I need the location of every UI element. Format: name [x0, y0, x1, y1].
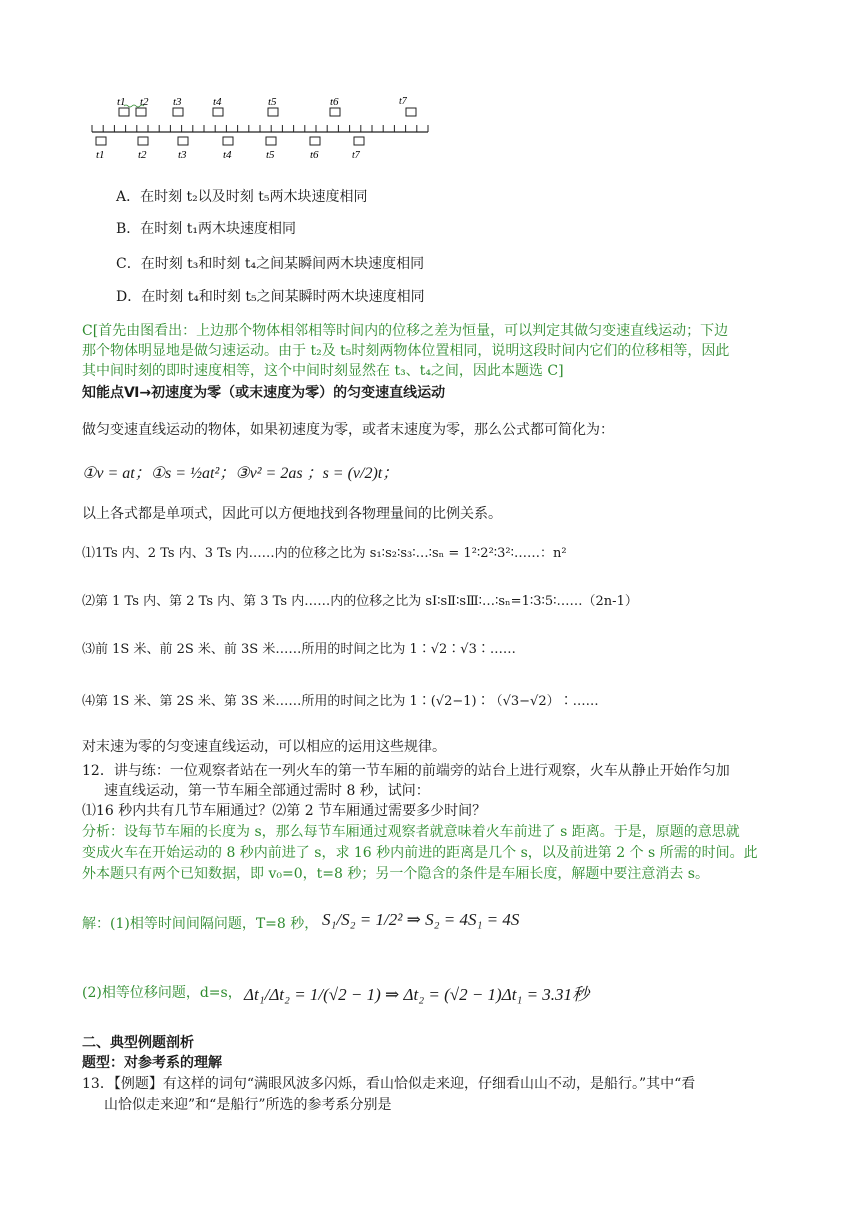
ratio-item-3: ⑶前 1S 米、前 2S 米、前 3S 米……所用的时间之比为 1∶√2∶√3∶…… — [82, 642, 516, 657]
section-2-heading: 二、典型例题剖析 — [82, 1035, 194, 1051]
top-label-t6: t6 — [330, 96, 339, 108]
q12-line-1: 12．讲与练：一位观察者站在一列火车的第一节车厢的前端旁的站台上进行观察，火车从静止开始作匀加 — [82, 763, 730, 779]
bottom-label-t3: t3 — [178, 149, 187, 161]
section-6-closing: 对末速为零的匀变速直线运动，可以相应的运用这些规律。 — [82, 739, 446, 755]
q13-line-1: 13．【例题】有这样的词句“满眼风波多闪烁，看山恰似走来迎，仔细看山山不动，是船行。”其中“看 — [82, 1076, 696, 1092]
top-label-t2: t2 — [140, 96, 149, 108]
section-6-note: 以上各式都是单项式，因此可以方便地找到各物理量间的比例关系。 — [82, 506, 502, 522]
bottom-block-2 — [138, 137, 148, 145]
top-block-6 — [330, 108, 340, 116]
bottom-label-t5: t5 — [266, 149, 275, 161]
q12-solution-2-formula: Δt₁/Δt₂ = 1/(√2 − 1) ⇒ Δt₂ = (√2 − 1)Δt₁ = 3.31秒 — [244, 985, 590, 1004]
motion-figure — [88, 92, 433, 164]
q12-solution-1-formula: S₁/S₂ = 1/2² ⇒ S₂ = 4S₁ = 4S — [322, 910, 520, 929]
top-block-1 — [119, 108, 129, 116]
formula-line: ①v = at；①s = ½at²；③v² = 2as ；s = (v/2)t； — [82, 465, 399, 482]
option-d: D．在时刻 t₄和时刻 t₅之间某瞬时两木块速度相同 — [116, 289, 425, 305]
track-ticks — [92, 125, 428, 132]
q12-line-2: 速直线运动，第一节车厢全部通过需时 8 秒，试问： — [104, 783, 430, 799]
bottom-block-7 — [354, 137, 364, 145]
ratio-item-2: ⑵第 1 Ts 内、第 2 Ts 内、第 3 Ts 内……内的位移之比为 sⅠ∶sⅡ∶sⅢ∶…∶sₙ=1∶3∶5∶……（2n-1） — [82, 594, 638, 609]
q13-line-2: 山恰似走来迎”和“是船行”所选的参考系分别是 — [104, 1097, 392, 1113]
section-6-heading: 知能点Ⅵ→初速度为零（或末速度为零）的匀变速直线运动 — [82, 385, 446, 401]
bottom-block-4 — [223, 137, 233, 145]
answer-line-1: C[首先由图看出：上边那个物体相邻相等时间内的位移之差为恒量，可以判定其做匀变速直线运动；下边 — [82, 323, 729, 339]
option-c: C．在时刻 t₃和时刻 t₄之间某瞬间两木块速度相同 — [116, 256, 425, 272]
section-2-subheading: 题型：对参考系的理解 — [82, 1055, 222, 1071]
bottom-block-6 — [310, 137, 320, 145]
option-b: B．在时刻 t₁两木块速度相同 — [116, 221, 296, 237]
top-label-t7: t7 — [399, 96, 407, 107]
q12-solution-2-prefix: (2)相等位移问题，d=s， — [82, 985, 242, 1001]
ratio-item-1: ⑴1Ts 内、2 Ts 内、3 Ts 内……内的位移之比为 s₁∶s₂∶s₃∶…∶sₙ = 1²∶2²∶3²∶……：n² — [82, 546, 567, 561]
top-block-2 — [136, 108, 146, 116]
q12-analysis-1: 分析：设每节车厢的长度为 s，那么每节车厢通过观察者就意味着火车前进了 s 距离。于是，原题的意思就 — [82, 824, 740, 840]
answer-line-3: 其中间时刻的即时速度相等，这个中间时刻显然在 t₃、t₄之间，因此本题选 C] — [82, 363, 564, 379]
bottom-label-t1: t1 — [96, 149, 105, 161]
bottom-block-3 — [178, 137, 188, 145]
bottom-label-t6: t6 — [310, 149, 319, 161]
bottom-label-t4: t4 — [223, 149, 232, 161]
answer-line-2: 那个物体明显地是做匀速运动。由于 t₂及 t₅时刻两物体位置相同，说明这段时间内它们的位移相等，因此 — [82, 343, 730, 359]
bottom-label-t7: t7 — [352, 150, 360, 161]
top-label-t5: t5 — [268, 96, 277, 108]
bottom-block-5 — [266, 137, 276, 145]
ratio-item-4: ⑷第 1S 米、第 2S 米、第 3S 米……所用的时间之比为 1∶(√2−1)∶（√3−√2）∶…… — [82, 694, 599, 709]
q12-line-3: ⑴16 秒内共有几节车厢通过？⑵第 2 节车厢通过需要多少时间？ — [82, 803, 487, 819]
top-block-7 — [406, 108, 416, 116]
bottom-label-t2: t2 — [138, 149, 147, 161]
top-block-4 — [213, 108, 223, 116]
q12-analysis-2: 变成火车在开始运动的 8 秒内前进了 s，求 16 秒内前进的距离是几个 s，以及前进第 2 个 s 所需的时间。此 — [82, 845, 758, 861]
top-block-3 — [173, 108, 183, 116]
q12-analysis-3: 外本题只有两个已知数据，即 v₀=0，t=8 秒；另一个隐含的条件是车厢长度，解题中要注意消去 s。 — [82, 866, 709, 882]
q12-solution-1-prefix: 解：(1)相等时间间隔问题，T=8 秒， — [82, 916, 319, 932]
bottom-block-1 — [96, 137, 106, 145]
top-label-t4: t4 — [213, 96, 222, 108]
top-block-5 — [268, 108, 278, 116]
option-a: A．在时刻 t₂以及时刻 t₅两木块速度相同 — [116, 189, 368, 205]
top-label-t1: t1 — [117, 96, 126, 108]
top-label-t3: t3 — [173, 96, 182, 108]
section-6-intro: 做匀变速直线运动的物体，如果初速度为零，或者末速度为零，那么公式都可简化为： — [82, 422, 614, 438]
